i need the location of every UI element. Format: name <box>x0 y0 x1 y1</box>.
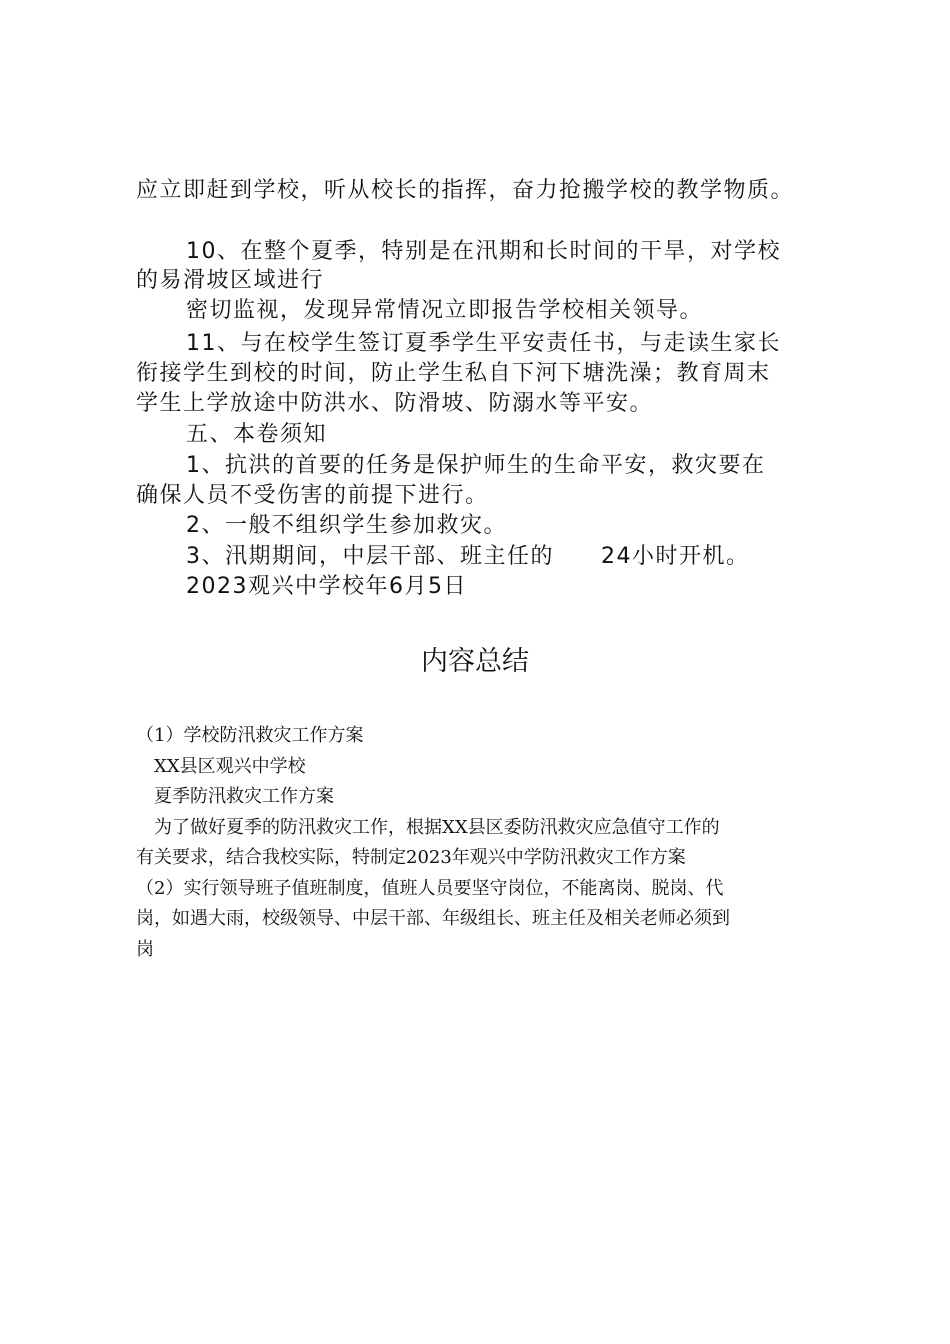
body-line-5: 11、与在校学生签订夏季学生平安责任书，与走读生家长 <box>186 331 781 356</box>
summary-title: 内容总结 <box>421 646 529 677</box>
summary-line-4: 为了做好夏季的防汛救灾工作，根据XX县区委防汛救灾应急值守工作的 <box>154 817 720 838</box>
body-line-7: 学生上学放途中防洪水、防滑坡、防溺水等平安。 <box>136 391 654 416</box>
body-line-4: 密切监视，发现异常情况立即报告学校相关领导。 <box>186 298 704 323</box>
body-line-10: 确保人员不受伤害的前提下进行。 <box>136 483 489 508</box>
body-line-6: 衔接学生到校的时间，防止学生私自下河下塘洗澡；教育周末 <box>136 361 771 386</box>
section-heading: 五、本卷须知 <box>186 422 328 447</box>
body-line-2: 10、在整个夏季，特别是在汛期和长时间的干旱，对学校 <box>186 239 781 264</box>
date-line: 2023观兴中学校年6月5日 <box>186 574 467 599</box>
summary-line-6: （2）实行领导班子值班制度，值班人员要坚守岗位，不能离岗、脱岗、代 <box>136 878 724 899</box>
summary-line-2: XX县区观兴中学校 <box>154 756 306 777</box>
summary-line-3: 夏季防汛救灾工作方案 <box>154 786 334 807</box>
body-line-9: 1、抗洪的首要的任务是保护师生的生命平安，救灾要在 <box>186 453 766 478</box>
body-line-11: 2、一般不组织学生参加救灾。 <box>186 513 507 538</box>
summary-line-8: 岗 <box>136 939 154 960</box>
body-line-3: 的易滑坡区域进行 <box>136 268 325 293</box>
summary-line-1: （1）学校防汛救灾工作方案 <box>136 725 364 746</box>
body-line-12: 3、汛期期间，中层干部、班主任的 24小时开机。 <box>186 544 750 569</box>
body-line-1: 应立即赶到学校，听从校长的指挥，奋力抢搬学校的教学物质。 <box>136 178 795 203</box>
summary-line-7: 岗，如遇大雨，校级领导、中层干部、年级组长、班主任及相关老师必须到 <box>136 908 730 929</box>
summary-line-5: 有关要求，结合我校实际，特制定2023年观兴中学防汛救灾工作方案 <box>136 847 686 868</box>
